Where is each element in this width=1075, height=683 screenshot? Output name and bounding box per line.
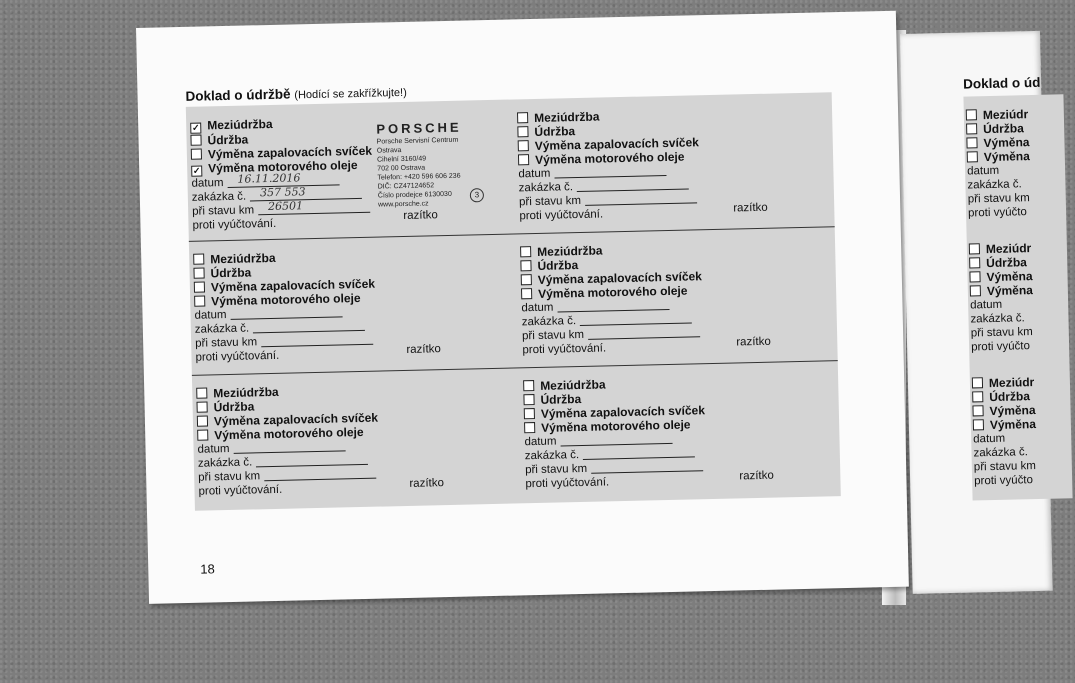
right-entry-label	[966, 121, 1029, 136]
checkbox[interactable]	[191, 149, 202, 160]
stamp-line: Cihelní 3160/49	[376, 155, 427, 164]
checkbox[interactable]	[517, 112, 528, 123]
checkbox[interactable]	[523, 394, 534, 405]
title-note: (Hodící se zakřížkujte!)	[294, 86, 407, 102]
right-entry-label	[970, 297, 1033, 312]
field-label: při stavu km	[195, 336, 258, 350]
field-label: zakázka č.	[197, 456, 253, 470]
right-entry	[966, 107, 1032, 220]
field-line	[577, 178, 689, 192]
label-text: proti vyúčto	[970, 340, 1031, 354]
field-label: datum	[194, 309, 227, 322]
label-text: Údržba	[983, 121, 1024, 137]
checkbox[interactable]	[190, 135, 201, 146]
label-text: při stavu km	[970, 326, 1033, 340]
checkbox[interactable]	[193, 268, 204, 279]
label-text: Výměna	[983, 135, 1030, 151]
field-line	[560, 433, 672, 447]
maintenance-entry	[509, 92, 835, 233]
stamp-line: DIČ: CZ47124652	[377, 182, 435, 191]
stamp-line: www.porsche.cz	[377, 200, 429, 209]
checkbox[interactable]	[524, 408, 535, 419]
checkbox	[966, 109, 977, 120]
checkbox-label: Meziúdržba	[540, 377, 606, 393]
field-label: zakázka č.	[194, 322, 250, 336]
checkbox-label: Meziúdržba	[210, 250, 276, 267]
field-line	[585, 192, 697, 206]
right-entry-label	[971, 325, 1034, 340]
label-text: Meziúdr	[985, 241, 1032, 257]
field-line	[591, 460, 703, 474]
right-entry-label	[968, 191, 1031, 206]
right-entry-label	[972, 375, 1035, 390]
maintenance-grid	[186, 92, 841, 511]
stamp-label: razítko	[736, 335, 771, 349]
checkbox-label: Meziúdržba	[533, 109, 600, 125]
billing-label: proti vyúčtování.	[192, 217, 277, 232]
field-label: zakázka č.	[518, 181, 574, 195]
field-line	[554, 165, 666, 179]
right-entry-label	[970, 283, 1033, 298]
billing-label: proti vyúčtování.	[525, 476, 610, 491]
checkbox	[970, 285, 981, 296]
checkbox[interactable]	[197, 415, 208, 426]
stamp-label: razítko	[739, 469, 774, 483]
right-entry-label	[973, 445, 1036, 460]
checkbox[interactable]	[520, 260, 531, 271]
field-label: při stavu km	[518, 194, 582, 209]
handwritten-km: 26501	[267, 199, 304, 214]
right-entry-label	[973, 417, 1036, 432]
checkbox[interactable]	[517, 126, 528, 137]
field-line	[230, 306, 342, 320]
porsche-logo: PORSCHE	[376, 119, 462, 137]
label-text: při stavu km	[973, 460, 1036, 474]
checkbox	[967, 151, 978, 162]
field-line	[250, 185, 362, 202]
label-text: datum	[973, 432, 1006, 446]
label-text: Výměna	[986, 283, 1034, 299]
checkbox-label: Výměna zapalovacích svíček	[534, 135, 700, 153]
label-text: při stavu km	[967, 192, 1030, 206]
stamp-label: razítko	[409, 477, 445, 490]
checkbox	[966, 137, 977, 148]
right-entry-label	[966, 107, 1029, 122]
label-text: Údržba	[989, 389, 1031, 405]
right-entry-label	[970, 311, 1033, 326]
label-text: Výměna	[989, 417, 1037, 433]
label-text: Výměna	[986, 269, 1033, 285]
field-line	[258, 199, 370, 216]
checkbox[interactable]: ✓	[191, 122, 200, 133]
right-entry-label	[973, 431, 1036, 446]
checkbox[interactable]	[194, 296, 205, 307]
checkbox-label: Údržba	[537, 258, 579, 273]
checkbox	[972, 405, 983, 416]
label-text: Výměna	[983, 149, 1030, 165]
checkbox-label: Výměna zapalovacích svíček	[213, 410, 379, 429]
field-label: zakázka č.	[521, 315, 577, 329]
field-line	[261, 334, 373, 348]
checkbox-label: Výměna motorového oleje	[214, 424, 364, 443]
page-title	[185, 84, 407, 104]
checkbox[interactable]: ✓	[192, 165, 201, 176]
checkbox-label: Meziúdržba	[207, 116, 273, 133]
checkbox-label: Výměna motorového oleje	[541, 417, 691, 435]
right-entry-label	[972, 403, 1035, 418]
checkbox	[973, 419, 984, 430]
billing-label: proti vyúčtování.	[522, 342, 607, 357]
right-entry-label	[966, 135, 1029, 150]
checkbox-label: Údržba	[213, 399, 255, 415]
right-entry-label	[967, 177, 1030, 192]
stamp-label: razítko	[403, 209, 438, 222]
checkbox-label: Údržba	[540, 391, 582, 407]
right-entry	[972, 375, 1038, 488]
checkbox-label: Výměna zapalovacích svíček	[207, 143, 373, 162]
checkbox-label: Výměna zapalovacích svíček	[540, 403, 706, 421]
label-text: proti vyúčto	[974, 474, 1034, 488]
right-page-grid	[963, 94, 1072, 500]
checkbox[interactable]	[518, 154, 529, 165]
title-text: Doklad o údržbě	[185, 86, 291, 104]
checkbox[interactable]	[520, 246, 531, 257]
stamp-line: Telefon: +420 596 606 236	[377, 172, 461, 182]
right-entry-label	[969, 255, 1032, 270]
stamp-line: Porsche Servisní Centrum Ostrava	[376, 136, 459, 155]
checkbox[interactable]	[197, 429, 208, 440]
field-line	[580, 312, 692, 326]
field-label: datum	[518, 167, 551, 181]
stamp-line: 702 00 Ostrava	[377, 164, 426, 173]
dealer-stamp	[376, 119, 486, 209]
maintenance-entry	[512, 226, 838, 367]
handwritten-zakazka: 357 553	[259, 185, 306, 200]
right-page	[900, 31, 1053, 594]
field-label: při stavu km	[524, 462, 588, 477]
field-line	[253, 320, 365, 334]
checkbox[interactable]	[521, 288, 532, 299]
field-line	[264, 468, 376, 482]
stamp-label: razítko	[406, 343, 442, 356]
label-text: Výměna	[989, 403, 1036, 419]
label-text: Meziúdr	[988, 375, 1035, 391]
field-label: při stavu km	[192, 204, 255, 218]
label-text: zakázka č.	[970, 312, 1025, 326]
billing-label: proti vyúčtování.	[519, 208, 604, 223]
checkbox	[969, 271, 980, 282]
field-label: datum	[524, 435, 557, 449]
right-entry	[969, 241, 1035, 354]
maintenance-entry	[192, 367, 518, 508]
right-entry-label	[969, 241, 1032, 256]
field-label: při stavu km	[521, 328, 585, 343]
checkbox[interactable]	[194, 282, 205, 293]
checkbox-label: Výměna zapalovacích svíček	[210, 276, 376, 295]
checkbox-label: Výměna motorového oleje	[534, 149, 685, 167]
checkbox[interactable]	[518, 140, 529, 151]
right-page-title: Doklad o úd	[962, 74, 1041, 92]
checkbox-label: Meziúdržba	[213, 384, 279, 401]
billing-label: proti vyúčtování.	[198, 483, 283, 498]
field-label: při stavu km	[198, 470, 261, 484]
right-entry-label	[972, 389, 1035, 404]
right-entry-label	[971, 339, 1034, 354]
maintenance-entry	[189, 234, 515, 375]
label-text: zakázka č.	[973, 446, 1028, 460]
field-line	[233, 440, 345, 454]
checkbox-label: Údržba	[210, 265, 252, 281]
field-line	[256, 454, 368, 468]
field-line	[583, 446, 695, 460]
field-line	[557, 299, 669, 313]
checkbox[interactable]	[193, 254, 204, 265]
checkbox-label: Údržba	[207, 132, 249, 148]
right-entry-label	[968, 205, 1031, 220]
checkbox-label: Údržba	[534, 124, 576, 139]
right-entry-label	[969, 269, 1032, 284]
checkbox-label: Výměna motorového oleje	[208, 158, 358, 176]
checkbox-label: Výměna zapalovacích svíček	[537, 269, 703, 287]
checkbox[interactable]	[196, 401, 207, 412]
checkbox	[966, 123, 977, 134]
checkbox-label: Výměna motorového oleje	[537, 283, 688, 301]
stamp-number: 3	[470, 188, 484, 202]
checkbox	[969, 257, 980, 268]
checkbox	[969, 243, 980, 254]
field-label: datum	[197, 442, 230, 456]
checkbox[interactable]	[196, 387, 207, 398]
maintenance-entry	[515, 360, 841, 501]
field-label: zakázka č.	[524, 449, 580, 463]
right-entry-label	[974, 473, 1037, 488]
checkbox	[972, 377, 983, 388]
right-entry-label	[967, 149, 1030, 164]
label-text: zakázka č.	[967, 178, 1022, 192]
field-label: datum	[521, 301, 554, 315]
label-text: proti vyúčto	[967, 206, 1028, 220]
checkbox[interactable]	[521, 274, 532, 285]
field-label: zakázka č.	[191, 190, 247, 204]
stamp-line: Číslo prodejce 6130030	[377, 190, 452, 200]
checkbox	[972, 391, 983, 402]
field-label: datum	[191, 177, 224, 190]
stamp-label: razítko	[733, 201, 768, 215]
page-number: 18	[200, 561, 215, 577]
right-entry-label	[974, 459, 1037, 474]
checkbox[interactable]	[524, 422, 535, 433]
label-text: datum	[970, 298, 1003, 312]
field-line	[588, 326, 700, 340]
right-entry-label	[967, 163, 1030, 178]
label-text: Meziúdr	[982, 107, 1029, 123]
label-text: datum	[967, 164, 1000, 178]
left-page	[136, 11, 909, 604]
label-text: Údržba	[986, 255, 1028, 271]
maintenance-entry	[186, 100, 512, 241]
checkbox-label: Meziúdržba	[537, 243, 603, 259]
checkbox[interactable]	[523, 380, 534, 391]
handwritten-datum: 16.11.2016	[237, 171, 301, 186]
billing-label: proti vyúčtování.	[195, 349, 280, 364]
checkbox-label: Výměna motorového oleje	[211, 290, 361, 309]
